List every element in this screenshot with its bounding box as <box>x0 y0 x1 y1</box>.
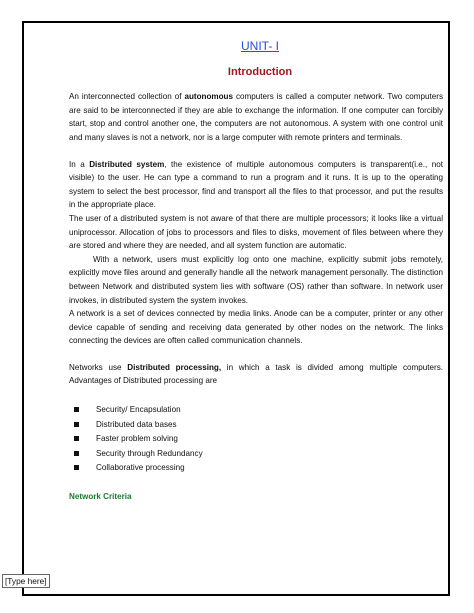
list-item-label: Security/ Encapsulation <box>96 405 181 415</box>
bold-term-autonomous: autonomous <box>184 92 233 102</box>
paragraph-media-links: A network is a set of devices connected by media links. Anode can be a computer, printer or any other device capable of sending and receiving data generated by other nodes on the network. The links connecting the devices are often called communication channels. <box>69 309 443 346</box>
list-item <box>69 447 443 462</box>
text-run: Networks use <box>69 362 128 372</box>
paragraph-network-users: With a network, users must explicitly log onto one machine, explicitly submit jobs remotely, explicitly move files around and generally handle all the network management personally. The distinction between Network and distributed system lies with software (OS) rather than software. In network user invokes, in distributed system the system invokes. <box>69 254 443 305</box>
bold-term-distributed-processing: Distributed processing, <box>127 362 222 372</box>
intro-heading: Introduction <box>227 65 293 78</box>
paragraph-distributed-system <box>69 158 443 212</box>
network-criteria-heading: Network Criteria <box>69 491 132 501</box>
paragraph-distributed-processing <box>69 361 443 388</box>
list-item <box>69 418 443 433</box>
text-run: An interconnected collection of <box>69 92 185 102</box>
square-bullet-icon <box>74 422 79 427</box>
text-run: in which a task is divided among multiple computers. Advantages of Distributed processing are <box>69 362 443 386</box>
text-run: In a <box>69 159 90 169</box>
list-item <box>69 461 443 476</box>
unit-heading: UNIT- I <box>241 39 279 53</box>
paragraph-network-definition <box>69 90 443 144</box>
list-item-label: Security through Redundancy <box>96 448 203 458</box>
advantages-list <box>69 403 443 476</box>
list-item <box>69 432 443 447</box>
footer-placeholder-field[interactable]: [Type here] <box>2 574 50 588</box>
text-run: , the existence of multiple autonomous computers is transparent(i.e., not visible) to the user. He can type a command to run a program and it runs. It is up to the operating system to select the best processor, find and transport all the files to that processor, and put the results in the appropriate place. <box>69 159 443 210</box>
square-bullet-icon <box>74 451 79 456</box>
list-item-label: Distributed data bases <box>96 419 177 429</box>
list-item-label: Faster problem solving <box>96 434 178 444</box>
list-item <box>69 403 443 418</box>
bold-term-distributed-system: Distributed system <box>89 159 165 169</box>
square-bullet-icon <box>74 436 79 441</box>
list-item-label: Collaborative processing <box>96 463 185 473</box>
paragraph-virtual-uniprocessor: The user of a distributed system is not aware of that there are multiple processors; it looks like a virtual uniprocessor. Allocation of jobs to processors and files to disks, movement of files between where they are stored and where they are needed, and all system function are automatic. <box>69 213 443 251</box>
square-bullet-icon <box>74 407 79 412</box>
page-content <box>69 34 443 503</box>
square-bullet-icon <box>74 465 79 470</box>
text-run: computers is called a computer network. Two computers are said to be interconnected if they are able to exchange the information. If one computer can forcibly start, stop and control another one, the computers are not autonomous. A system with one control unit and many slaves is not a network, nor is a large computer with remote printers and terminals. <box>69 92 443 142</box>
